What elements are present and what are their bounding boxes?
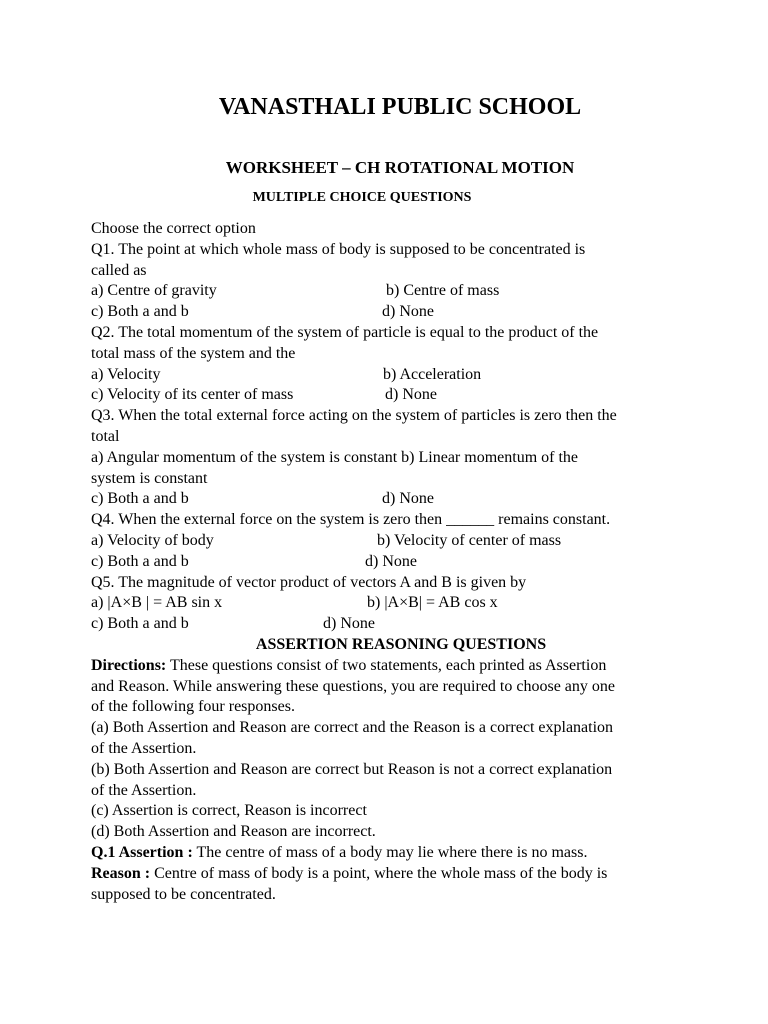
reason-line xyxy=(91,864,681,885)
question-text: Q1. The point at which whole mass of body is supposed to be concentrated is xyxy=(91,240,586,258)
option-d: d) None xyxy=(385,386,437,404)
question-5 xyxy=(91,573,681,635)
option-c: c) Both a and b xyxy=(91,303,189,321)
question-text: total xyxy=(91,427,120,445)
reason-text: Centre of mass of body is a point, where the whole mass of the body is xyxy=(150,864,608,882)
option-d: d) None xyxy=(365,552,417,570)
worksheet-title: WORKSHEET – CH ROTATIONAL MOTION xyxy=(225,158,575,177)
assertion-line xyxy=(91,843,681,864)
instruction: Choose the correct option xyxy=(91,220,256,237)
assertion-question-1 xyxy=(91,843,681,905)
option-row xyxy=(91,593,681,614)
question-text: Q3. When the total external force acting on the system of particles is zero then the xyxy=(91,407,617,425)
directions-line xyxy=(91,656,681,677)
question-1 xyxy=(91,240,681,323)
option-d: d) None xyxy=(382,490,434,508)
directions-label: Directions: xyxy=(91,656,167,674)
response-d: (d) Both Assertion and Reason are incorrect. xyxy=(91,823,376,841)
directions xyxy=(91,656,681,718)
question-2 xyxy=(91,323,681,406)
option-b: b) Acceleration xyxy=(383,365,482,383)
option-b: b) |A×B| = AB cos x xyxy=(367,594,498,612)
option-c: c) Both a and b xyxy=(91,490,189,508)
assertion-label: Q.1 Assertion : xyxy=(91,843,193,861)
question-text: Q4. When the external force on the system is zero then ______ remains constant. xyxy=(91,511,611,529)
option-row xyxy=(91,281,681,302)
assertion-text: The centre of mass of a body may lie where there is no mass. xyxy=(192,843,588,861)
option-row xyxy=(91,302,681,323)
option-a: a) Velocity xyxy=(91,365,161,383)
option-row xyxy=(91,385,681,406)
directions-text: and Reason. While answering these questions, you are required to choose any one xyxy=(91,677,615,695)
option-d: d) None xyxy=(382,303,434,321)
response-b-continued: of the Assertion. xyxy=(91,781,197,799)
option-row xyxy=(91,531,681,552)
option-a: a) Centre of gravity xyxy=(91,282,217,300)
option-row xyxy=(91,365,681,386)
option-row xyxy=(91,489,681,510)
worksheet-body xyxy=(91,219,681,905)
option-c: c) Both a and b xyxy=(91,615,189,633)
response-b: (b) Both Assertion and Reason are correct but Reason is not a correct explanation xyxy=(91,760,613,778)
directions-text: of the following four responses. xyxy=(91,698,295,716)
question-text: Q5. The magnitude of vector product of vectors A and B is given by xyxy=(91,573,527,591)
option-a: a) Angular momentum of the system is constant b) Linear momentum of the xyxy=(91,448,579,466)
option-b: b) Velocity of center of mass xyxy=(377,531,562,549)
question-text: Q2. The total momentum of the system of particle is equal to the product of the xyxy=(91,323,599,341)
option-a: a) |A×B | = AB sin x xyxy=(91,594,223,612)
mcq-section-heading: MULTIPLE CHOICE QUESTIONS xyxy=(252,190,472,205)
question-3 xyxy=(91,406,681,510)
option-a-continued: system is constant xyxy=(91,469,208,487)
option-c: c) Both a and b xyxy=(91,552,189,570)
question-text: total mass of the system and the xyxy=(91,344,296,362)
question-4 xyxy=(91,510,681,572)
option-row xyxy=(91,614,681,635)
response-options xyxy=(91,718,681,843)
option-b: b) Centre of mass xyxy=(386,282,500,300)
option-d: d) None xyxy=(323,615,375,633)
question-text: called as xyxy=(91,261,147,279)
response-a-continued: of the Assertion. xyxy=(91,739,197,757)
reason-label: Reason : xyxy=(91,864,151,882)
school-name: VANASTHALI PUBLIC SCHOOL xyxy=(218,94,582,120)
reason-text-continued: supposed to be concentrated. xyxy=(91,885,276,903)
option-row xyxy=(91,552,681,573)
option-a: a) Velocity of body xyxy=(91,531,214,549)
response-a: (a) Both Assertion and Reason are correct and the Reason is a correct explanation xyxy=(91,719,614,737)
response-c: (c) Assertion is correct, Reason is incorrect xyxy=(91,802,367,820)
option-c: c) Velocity of its center of mass xyxy=(91,386,294,404)
assertion-section-heading: ASSERTION REASONING QUESTIONS xyxy=(255,635,547,653)
directions-text: These questions consist of two statements, each printed as Assertion xyxy=(166,656,607,674)
